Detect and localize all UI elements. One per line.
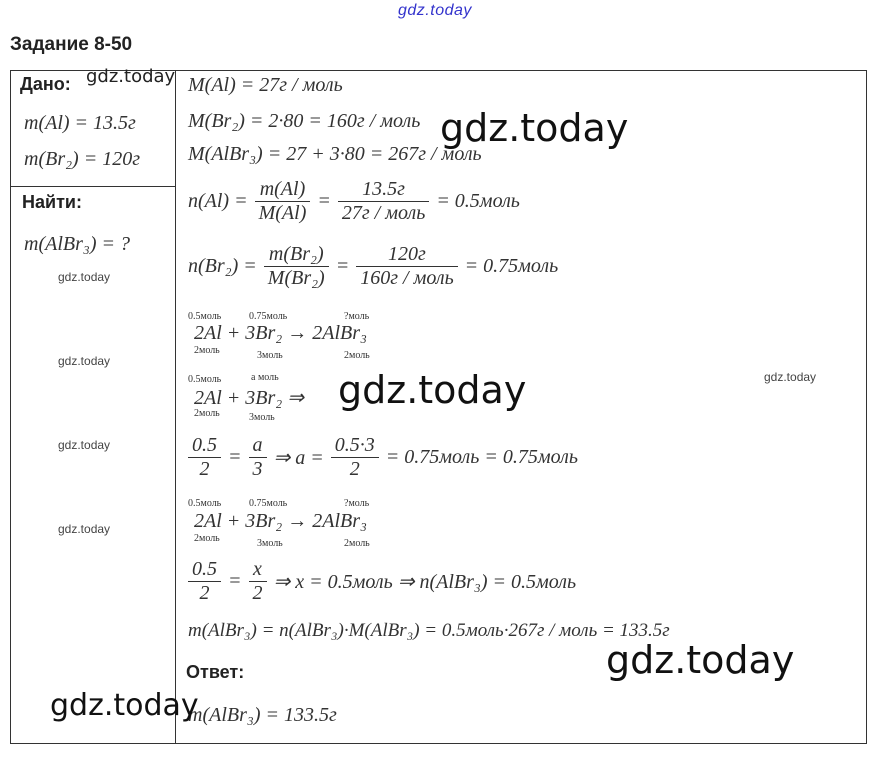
reaction1-above-3: ?моль <box>344 311 370 322</box>
final-calculation: m(AlBr₃) = n(AlBr₃)·M(AlBr₃) = 0.5моль·267г / моль = 133.5г <box>188 620 670 641</box>
prop2-frac1 <box>188 558 221 605</box>
prop1-frac3 <box>331 434 379 481</box>
prop1-frac1-num: 0.5 <box>192 434 217 456</box>
watermark: gdz.today <box>58 438 111 452</box>
reaction1-equation: 2Al + 3Br₂ → 2AlBr₃ <box>194 322 367 344</box>
reaction1-below-2: 3моль <box>257 350 283 361</box>
proportion1: $\frac{0.5}{2}$ = $\frac{а}{3}$ ⇒ а = $\frac{0.5\cdot 3}{2}$ = 0.75моль = 0.75моль <box>186 434 578 481</box>
prop1-frac2 <box>249 434 267 481</box>
n-br2-frac1-den: M(Br₂) <box>264 266 329 290</box>
reaction2-above-1: 0.5моль <box>188 374 222 385</box>
prop1-frac3-den: 2 <box>331 457 379 481</box>
reaction2-below-2: 3моль <box>249 412 275 423</box>
prop2-frac1-num: 0.5 <box>192 558 217 580</box>
prop1-frac1 <box>188 434 221 481</box>
n-al-frac2-num: 13.5г <box>362 178 405 200</box>
n-al-formula: n(Al) = $\frac{m(Al)}{M(Al)}$ = $\frac{13.5г}{\text{27г / моль}}$ = 0.5моль <box>188 178 520 224</box>
reaction3-above-2: 0.75моль <box>249 498 288 509</box>
find-label: Найти: <box>22 192 82 212</box>
n-br2-formula: n(Br₂) = $\frac{\text{m(Br₂)}}{\text{M(Br₂)}}$ = $\frac{120г}{\text{160г / моль}}$ = 0.75моль <box>188 243 559 289</box>
prop2-result: ⇒ x = 0.5моль ⇒ n(AlBr₃) = 0.5моль <box>273 571 577 593</box>
column-divider <box>175 70 176 744</box>
reaction3-below-1: 2моль <box>194 533 220 544</box>
reaction3-equation: 2Al + 3Br₂ → 2AlBr₃ <box>194 510 367 532</box>
n-br2-frac2 <box>356 243 457 290</box>
n-br2-left: n(Br₂) = <box>188 255 257 277</box>
watermark: gdz.today <box>764 370 817 384</box>
watermark: gdz.today <box>440 106 629 150</box>
n-br2-frac2-num: 120г <box>388 243 426 265</box>
answer-label: Ответ: <box>186 662 245 682</box>
proportion2: $\frac{0.5}{2}$ = $\frac{x}{2}$ ⇒ x = 0.5моль ⇒ n(AlBr₃) = 0.5моль <box>186 558 576 605</box>
prop1-frac2-num: а <box>252 434 263 456</box>
watermark: gdz.today <box>58 354 111 368</box>
reaction1-below-1: 2моль <box>194 345 220 356</box>
prop1-frac2-den: 3 <box>249 457 267 481</box>
watermark: gdz.today <box>338 368 527 412</box>
reaction3-above-1: 0.5моль <box>188 498 222 509</box>
given-line-2: m(Br₂) = 120г <box>24 148 141 170</box>
molar-mass-albr3: M(AlBr₃) = 27 + 3·80 = 267г / моль <box>188 143 482 165</box>
prop2-frac2 <box>249 558 267 605</box>
given-label: Дано: <box>20 74 71 94</box>
reaction1-below-3: 2моль <box>344 350 370 361</box>
prop2-frac2-den: 2 <box>249 581 267 605</box>
given-line-1: m(Al) = 13.5г <box>24 112 136 134</box>
n-al-frac1-den: M(Al) <box>255 201 311 225</box>
n-al-frac1-num: m(Al) <box>259 178 306 200</box>
molar-mass-br2: M(Br₂) = 2·80 = 160г / моль <box>188 110 421 132</box>
n-al-frac2 <box>338 178 429 225</box>
reaction3-below-2: 3моль <box>257 538 283 549</box>
given-find-divider <box>10 186 176 187</box>
watermark: gdz.today <box>86 66 176 87</box>
molar-mass-al: M(Al) = 27г / моль <box>188 74 343 96</box>
reaction3-above-3: ?моль <box>344 498 370 509</box>
n-br2-result: = 0.75моль <box>464 255 559 277</box>
n-al-frac1 <box>255 178 311 225</box>
reaction2-equation: 2Al + 3Br₂ ⇒ <box>194 387 304 409</box>
n-al-left: n(Al) = <box>188 190 248 212</box>
n-br2-frac1 <box>264 243 329 290</box>
site-logo[interactable]: gdz.today <box>398 2 472 19</box>
reaction1-above-2: 0.75моль <box>249 311 288 322</box>
prop1-frac3-num: 0.5·3 <box>334 434 375 456</box>
prop1-mid: ⇒ а = <box>273 447 324 469</box>
reaction2-above-2: а моль <box>251 372 279 383</box>
watermark: gdz.today <box>50 688 199 723</box>
watermark: gdz.today <box>606 638 795 682</box>
reaction3-below-3: 2моль <box>344 538 370 549</box>
task-title: Задание 8-50 <box>10 34 133 55</box>
watermark: gdz.today <box>58 270 111 284</box>
find-line: m(AlBr₃) = ? <box>24 233 130 255</box>
prop2-frac1-den: 2 <box>188 581 221 605</box>
answer-value: m(AlBr₃) = 133.5г <box>188 704 337 726</box>
prop2-frac2-num: x <box>253 558 262 580</box>
prop1-result: = 0.75моль = 0.75моль <box>385 446 578 468</box>
reaction2-below-1: 2моль <box>194 408 220 419</box>
n-al-result: = 0.5моль <box>436 190 520 212</box>
n-br2-frac1-num: m(Br₂) <box>268 243 324 265</box>
reaction1-above-1: 0.5моль <box>188 311 222 322</box>
prop1-frac1-den: 2 <box>188 457 221 481</box>
watermark: gdz.today <box>58 522 111 536</box>
n-br2-frac2-den: 160г / моль <box>356 266 457 290</box>
n-al-frac2-den: 27г / моль <box>338 201 429 225</box>
